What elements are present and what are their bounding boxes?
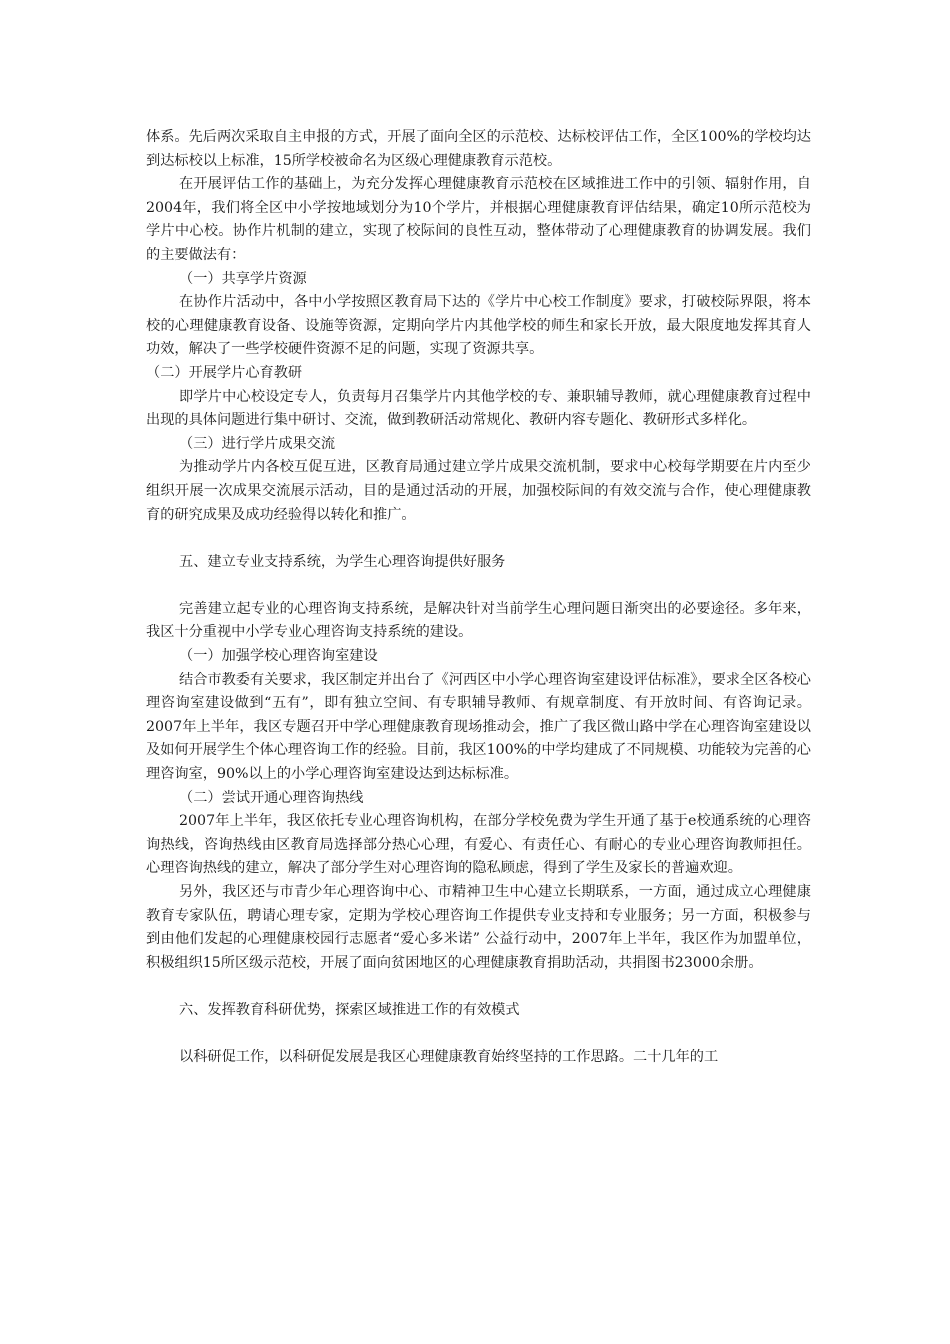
- paragraph-body: 以科研促工作，以科研促发展是我区心理健康教育始终坚持的工作思路。二十几年的工: [179, 1049, 719, 1066]
- paragraph-body: 结合市教委有关要求，我区制定并出台了《河西区中小学心理咨询室建设评估标准》，要求全区各校心理咨询室建设做到“五有”，即有独立空间、有专职辅导教师、有规章制度、有开放时间、有咨询记录。2007年上半年，我区专题召开中学心理健康教育现场推动会，推广了我区微山路中学在心理咨询室建设以及如何开展学生个体心理咨询工作的经验。目前，我区100%的中学均建成了不同规模、功能较为完善的心理咨询室，90%以上的小学心理咨询室建设达到达标标准。: [146, 671, 811, 783]
- paragraph-body: 在开展评估工作的基础上，为充分发挥心理健康教育示范校在区域推进工作中的引领、辐射作用，自2004年，我们将全区中小学按地域划分为10个学片，并根据心理健康教育评估结果，确定10所示范校为学片中心校。协作片机制的建立，实现了校际间的良性互动，整体带动了心理健康教育的协调发展。我们的主要做法有：: [146, 176, 811, 263]
- subsection-heading: （三）进行学片成果交流: [179, 435, 336, 452]
- subsection-heading: （二）开展学片心育教研: [146, 364, 303, 381]
- subsection-heading: （一）加强学校心理咨询室建设: [179, 648, 378, 665]
- paragraph-body: 2007年上半年，我区依托专业心理咨询机构，在部分学校免费为学生开通了基于e校通系统的心理咨询热线，咨询热线由区教育局选择部分热心心理，有爱心、有责任心、有耐心的专业心理咨询教师担任。心理咨询热线的建立，解决了部分学生对心理咨询的隐私顾虑，得到了学生及家长的普遍欢迎。: [146, 813, 811, 877]
- section-heading: 六、发挥教育科研优势，探索区域推进工作的有效模式: [179, 1001, 520, 1018]
- paragraph-body: 在协作片活动中，各中小学按照区教育局下达的《学片中心校工作制度》要求，打破校际界限，将本校的心理健康教育设备、设施等资源，定期向学片内其他学校的师生和家长开放，最大限度地发挥其育人功效，解决了一些学校硬件资源不足的问题，实现了资源共享。: [146, 294, 811, 358]
- paragraph-body: 体系。先后两次采取自主申报的方式，开展了面向全区的示范校、达标校评估工作，全区100%的学校均达到达标校以上标准，15所学校被命名为区级心理健康教育示范校。: [146, 129, 811, 169]
- section-heading: 五、建立专业支持系统，为学生心理咨询提供好服务: [179, 553, 506, 570]
- subsection-heading: （一）共享学片资源: [179, 270, 307, 287]
- paragraph-body: 即学片中心校设定专人，负责每月召集学片内其他学校的专、兼职辅导教师，就心理健康教育过程中出现的具体问题进行集中研讨、交流，做到教研活动常规化、教研内容专题化、教研形式多样化。: [146, 388, 811, 429]
- paragraph-body: 另外，我区还与市青少年心理咨询中心、市精神卫生中心建立长期联系，一方面，通过成立心理健康教育专家队伍，聘请心理专家，定期为学校心理咨询工作提供专业支持和专业服务；另一方面，积极参与到由他们发起的心理健康校园行志愿者“爱心多米诺” 公益行动中，2007年上半年，我区作为加盟单位，积极组织15所区级示范校，开展了面向贫困地区的心理健康教育捐助活动，共捐图书23000余册。: [146, 884, 811, 971]
- document-body: [146, 126, 811, 1070]
- subsection-heading: （二）尝试开通心理咨询热线: [179, 789, 364, 806]
- paragraph-body: 为推动学片内各校互促互进，区教育局通过建立学片成果交流机制，要求中心校每学期要在片内至少组织开展一次成果交流展示活动，目的是通过活动的开展，加强校际间的有效交流与合作，使心理健康教育的研究成果及成功经验得以转化和推广。: [146, 459, 811, 523]
- paragraph-body: 完善建立起专业的心理咨询支持系统，是解决针对当前学生心理问题日渐突出的必要途径。多年来，我区十分重视中小学专业心理咨询支持系统的建设。: [146, 600, 811, 641]
